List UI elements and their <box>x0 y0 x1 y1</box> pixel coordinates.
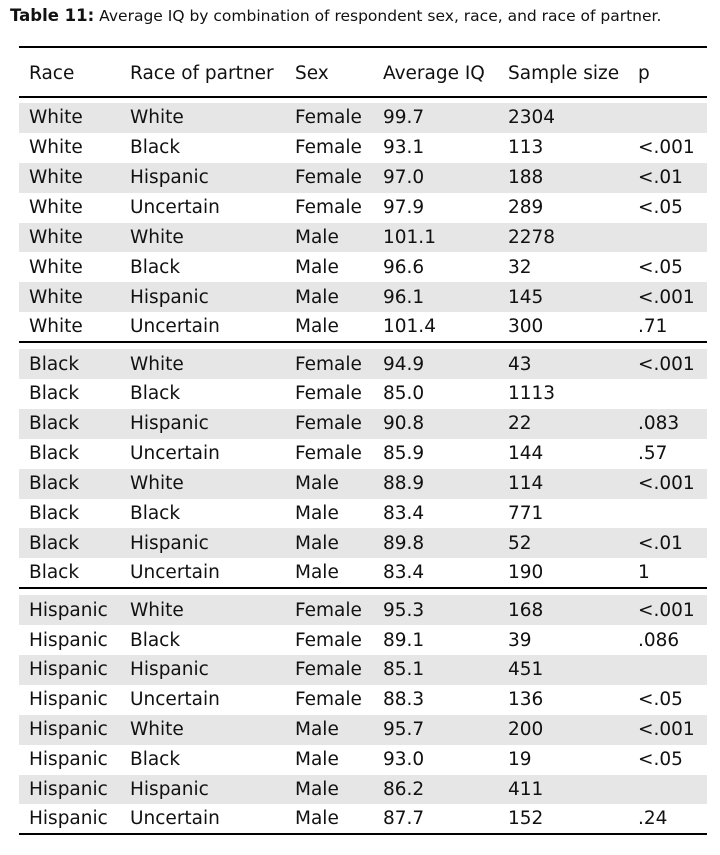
table-row <box>19 469 707 499</box>
table-row <box>19 379 707 409</box>
table-body <box>19 97 707 834</box>
race-cell: Black <box>29 503 80 525</box>
sex-cell: Female <box>285 163 373 193</box>
average-iq-cell: 96.1 <box>373 282 498 312</box>
sample-size-cell: 190 <box>508 562 544 584</box>
sex-cell: Male <box>285 223 373 253</box>
race-cell: Hispanic <box>19 804 120 834</box>
sex-cell: Female <box>285 349 373 379</box>
p-value-cell: .24 <box>628 804 707 834</box>
race-cell: White <box>29 197 83 219</box>
table-row <box>19 804 707 834</box>
partner-race-cell: Hispanic <box>120 775 285 805</box>
table-row <box>19 193 707 223</box>
partner-race-cell: Uncertain <box>130 316 220 338</box>
sex-cell: Male <box>285 775 373 805</box>
partner-race-cell: Black <box>130 749 181 771</box>
header-race: Race <box>29 62 75 84</box>
average-iq-cell: 88.3 <box>383 689 425 711</box>
average-iq-cell: 83.4 <box>383 562 425 584</box>
race-cell: Black <box>19 349 120 379</box>
partner-race-cell: Hispanic <box>120 528 285 558</box>
group-separator <box>19 588 707 595</box>
group-separator <box>19 342 707 349</box>
sex-cell: Female <box>285 655 373 685</box>
sex-cell: Male <box>285 715 373 745</box>
partner-race-cell: Black <box>130 503 181 525</box>
table-container <box>19 46 707 835</box>
header-row <box>19 47 707 97</box>
header-average-iq: Average IQ <box>383 62 485 84</box>
sample-size-cell: 52 <box>498 528 628 558</box>
partner-race-cell: White <box>120 715 285 745</box>
average-iq-cell: 89.1 <box>383 629 425 651</box>
p-value-cell <box>628 499 707 529</box>
sample-size-cell: 2278 <box>498 223 628 253</box>
sex-cell: Male <box>295 562 339 584</box>
sex-cell: Male <box>285 804 373 834</box>
sex-cell: Male <box>295 256 339 278</box>
p-value-cell: <.05 <box>638 197 683 219</box>
sample-size-cell: 411 <box>498 775 628 805</box>
partner-race-cell: Black <box>130 256 181 278</box>
average-iq-cell: 95.7 <box>373 715 498 745</box>
partner-race-cell: Hispanic <box>120 282 285 312</box>
average-iq-cell: 90.8 <box>373 409 498 439</box>
p-value-cell: .57 <box>638 443 668 465</box>
sex-cell: Male <box>295 316 339 338</box>
average-iq-cell: 101.4 <box>383 316 436 338</box>
table-row <box>19 163 707 193</box>
average-iq-cell: 93.0 <box>383 749 425 771</box>
sample-size-cell: 43 <box>498 349 628 379</box>
sample-size-cell: 114 <box>498 469 628 499</box>
partner-race-cell: Black <box>130 629 181 651</box>
race-cell: Hispanic <box>19 655 120 685</box>
p-value-cell: <.05 <box>638 256 683 278</box>
sample-size-cell: 168 <box>498 595 628 625</box>
race-cell: White <box>19 163 120 193</box>
average-iq-cell: 94.9 <box>373 349 498 379</box>
average-iq-cell: 85.1 <box>373 655 498 685</box>
p-value-cell: <.05 <box>638 749 683 771</box>
table-row <box>19 499 707 529</box>
sample-size-cell: 32 <box>508 256 532 278</box>
partner-race-cell: Uncertain <box>130 443 220 465</box>
average-iq-cell: 87.7 <box>373 804 498 834</box>
partner-race-cell: White <box>120 349 285 379</box>
partner-race-cell: Uncertain <box>130 562 220 584</box>
header-race-of-partner: Race of partner <box>130 62 274 84</box>
p-value-cell: 1 <box>638 562 650 584</box>
table-row <box>19 775 707 805</box>
race-cell: Hispanic <box>19 775 120 805</box>
p-value-cell: <.01 <box>628 528 707 558</box>
p-value-cell <box>628 655 707 685</box>
table-row <box>19 625 707 655</box>
sex-cell: Female <box>295 383 362 405</box>
sample-size-cell: 451 <box>498 655 628 685</box>
table-row <box>19 349 707 379</box>
p-value-cell: <.001 <box>628 595 707 625</box>
p-value-cell: <.001 <box>638 137 695 159</box>
race-cell: White <box>19 223 120 253</box>
race-cell: Black <box>29 443 80 465</box>
sex-cell: Female <box>295 197 362 219</box>
sex-cell: Male <box>295 503 339 525</box>
table-row <box>19 655 707 685</box>
race-cell: White <box>19 103 120 133</box>
p-value-cell: <.001 <box>628 282 707 312</box>
sex-cell: Male <box>285 282 373 312</box>
sample-size-cell: 39 <box>508 629 532 651</box>
table-row <box>19 715 707 745</box>
table-row <box>19 103 707 133</box>
p-value-cell: <.001 <box>628 349 707 379</box>
sample-size-cell: 771 <box>508 503 544 525</box>
caption-label: Table 11: <box>10 6 95 25</box>
race-cell: Black <box>29 562 80 584</box>
sex-cell: Female <box>285 409 373 439</box>
p-value-cell <box>628 103 707 133</box>
average-iq-cell: 85.9 <box>383 443 425 465</box>
race-cell: Black <box>19 528 120 558</box>
sex-cell: Female <box>295 137 362 159</box>
average-iq-cell: 97.0 <box>373 163 498 193</box>
table-row <box>19 409 707 439</box>
p-value-cell: <.001 <box>628 469 707 499</box>
average-iq-cell: 85.0 <box>383 383 425 405</box>
partner-race-cell: Uncertain <box>130 689 220 711</box>
group-rule <box>19 588 707 595</box>
p-value-cell: <.001 <box>628 715 707 745</box>
sample-size-cell: 145 <box>498 282 628 312</box>
race-cell: White <box>29 316 83 338</box>
sample-size-cell: 2304 <box>498 103 628 133</box>
average-iq-cell: 89.8 <box>373 528 498 558</box>
average-iq-cell: 101.1 <box>373 223 498 253</box>
race-cell: Hispanic <box>29 749 108 771</box>
table-row <box>19 595 707 625</box>
race-cell: Hispanic <box>29 689 108 711</box>
table-row <box>19 133 707 163</box>
p-value-cell: .083 <box>628 409 707 439</box>
sex-cell: Female <box>285 595 373 625</box>
p-value-cell: <.05 <box>638 689 683 711</box>
header-p: p <box>638 62 650 84</box>
table-row <box>19 312 707 342</box>
p-value-cell: <.01 <box>628 163 707 193</box>
header-sample-size: Sample size <box>508 62 620 84</box>
race-cell: Black <box>19 469 120 499</box>
partner-race-cell: White <box>120 595 285 625</box>
race-cell: Hispanic <box>19 715 120 745</box>
sample-size-cell: 22 <box>498 409 628 439</box>
table-row <box>19 685 707 715</box>
table-caption <box>10 6 716 25</box>
sex-cell: Male <box>285 469 373 499</box>
partner-race-cell: Uncertain <box>120 804 285 834</box>
average-iq-cell: 83.4 <box>383 503 425 525</box>
partner-race-cell: White <box>120 223 285 253</box>
sample-size-cell: 200 <box>498 715 628 745</box>
sex-cell: Male <box>295 749 339 771</box>
average-iq-cell: 95.3 <box>373 595 498 625</box>
partner-race-cell: Hispanic <box>120 163 285 193</box>
caption-text: Average IQ by combination of respondent sex, race, and race of partner. <box>99 7 662 25</box>
race-cell: Black <box>29 383 80 405</box>
partner-race-cell: Hispanic <box>120 409 285 439</box>
sex-cell: Female <box>285 103 373 133</box>
iq-table <box>19 46 707 835</box>
p-value-cell <box>628 379 707 409</box>
race-cell: Hispanic <box>19 595 120 625</box>
table-row <box>19 745 707 775</box>
race-cell: White <box>29 137 83 159</box>
table-row <box>19 223 707 253</box>
average-iq-cell: 99.7 <box>373 103 498 133</box>
table-row <box>19 558 707 588</box>
race-cell: White <box>29 256 83 278</box>
average-iq-cell: 96.6 <box>383 256 425 278</box>
table-row <box>19 282 707 312</box>
average-iq-cell: 97.9 <box>383 197 425 219</box>
race-cell: Black <box>19 409 120 439</box>
sex-cell: Female <box>295 443 362 465</box>
p-value-cell <box>628 223 707 253</box>
partner-race-cell: White <box>120 103 285 133</box>
header-sex: Sex <box>295 62 329 84</box>
sex-cell: Female <box>295 689 362 711</box>
sample-size-cell: 1113 <box>508 383 556 405</box>
sample-size-cell: 136 <box>508 689 544 711</box>
p-value-cell <box>628 775 707 805</box>
table-row <box>19 528 707 558</box>
p-value-cell: .71 <box>638 316 668 338</box>
table-row <box>19 252 707 282</box>
average-iq-cell: 86.2 <box>373 775 498 805</box>
race-cell: White <box>19 282 120 312</box>
p-value-cell: .086 <box>638 629 680 651</box>
average-iq-cell: 93.1 <box>383 137 425 159</box>
partner-race-cell: Uncertain <box>130 197 220 219</box>
partner-race-cell: Black <box>130 383 181 405</box>
sample-size-cell: 152 <box>498 804 628 834</box>
sex-cell: Male <box>285 528 373 558</box>
partner-race-cell: White <box>120 469 285 499</box>
sample-size-cell: 113 <box>508 137 544 159</box>
group-rule <box>19 342 707 349</box>
sample-size-cell: 144 <box>508 443 544 465</box>
sample-size-cell: 300 <box>508 316 544 338</box>
table-row <box>19 439 707 469</box>
partner-race-cell: Black <box>130 137 181 159</box>
average-iq-cell: 88.9 <box>373 469 498 499</box>
race-cell: Hispanic <box>29 629 108 651</box>
partner-race-cell: Hispanic <box>120 655 285 685</box>
sample-size-cell: 289 <box>508 197 544 219</box>
sample-size-cell: 188 <box>498 163 628 193</box>
sample-size-cell: 19 <box>508 749 532 771</box>
sex-cell: Female <box>295 629 362 651</box>
